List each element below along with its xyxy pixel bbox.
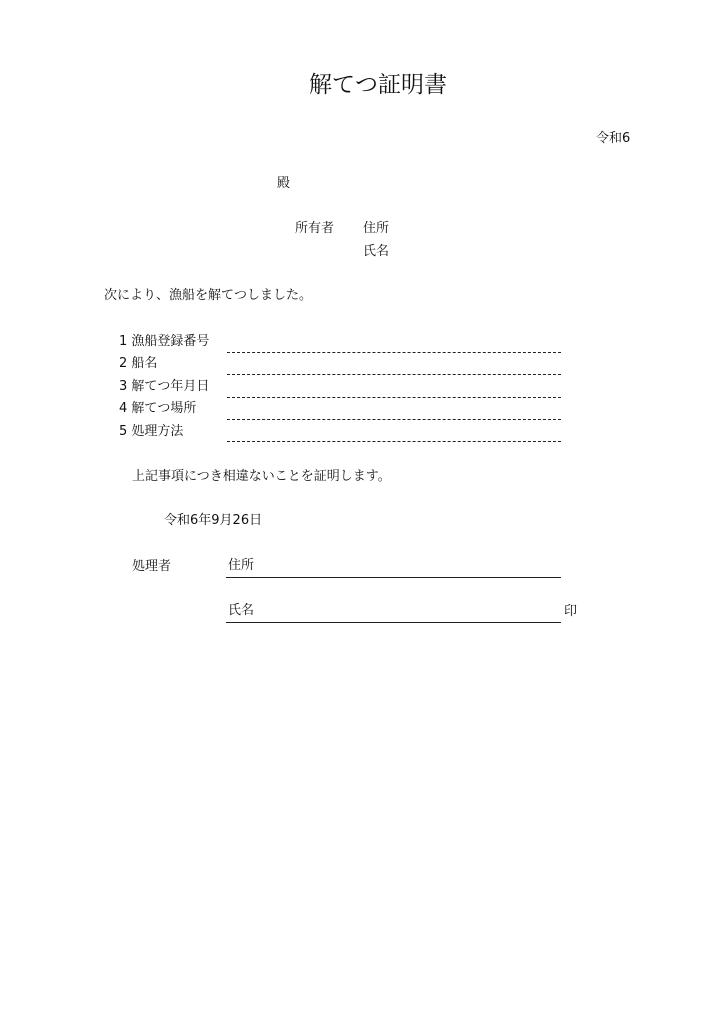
- processor-label: 処理者: [132, 559, 172, 574]
- issue-date: 令和6年9月26日: [164, 513, 263, 528]
- item-number: 4: [119, 401, 128, 416]
- item-label: 処理方法: [131, 424, 184, 439]
- item-1: [119, 335, 209, 348]
- processor-name-line[interactable]: [226, 622, 561, 623]
- item-label: 船名: [131, 356, 158, 371]
- intro-text: 次により、漁船を解てつしました。: [104, 288, 313, 303]
- item-4: [119, 402, 196, 415]
- item-1-field-line[interactable]: [227, 352, 561, 353]
- item-label: 解てつ場所: [131, 401, 197, 416]
- item-number: 5: [119, 424, 128, 439]
- item-4-field-line[interactable]: [227, 419, 561, 420]
- certify-text: 上記事項につき相違ないことを証明します。: [132, 469, 391, 484]
- item-number: 2: [119, 356, 128, 371]
- item-5: [119, 425, 183, 438]
- processor-address-label: 住所: [228, 558, 255, 573]
- seal-mark: 印: [564, 604, 578, 619]
- item-number: 1: [119, 334, 128, 349]
- item-number: 3: [119, 379, 128, 394]
- item-label: 漁船登録番号: [131, 334, 210, 349]
- item-2-field-line[interactable]: [227, 374, 561, 375]
- owner-label: 所有者: [295, 221, 335, 236]
- item-label: 解てつ年月日: [131, 379, 210, 394]
- owner-address-label: 住所: [363, 221, 390, 236]
- item-3: [119, 380, 209, 393]
- owner-name-label: 氏名: [363, 244, 390, 259]
- item-2: [119, 357, 157, 370]
- addressee-suffix: 殿: [277, 176, 291, 191]
- item-3-field-line[interactable]: [227, 397, 561, 398]
- item-5-field-line[interactable]: [227, 441, 561, 442]
- processor-address-line[interactable]: [226, 577, 561, 578]
- processor-name-label: 氏名: [228, 603, 255, 618]
- document-title: 解てつ証明書: [309, 72, 447, 98]
- date-header: 令和6: [596, 131, 631, 146]
